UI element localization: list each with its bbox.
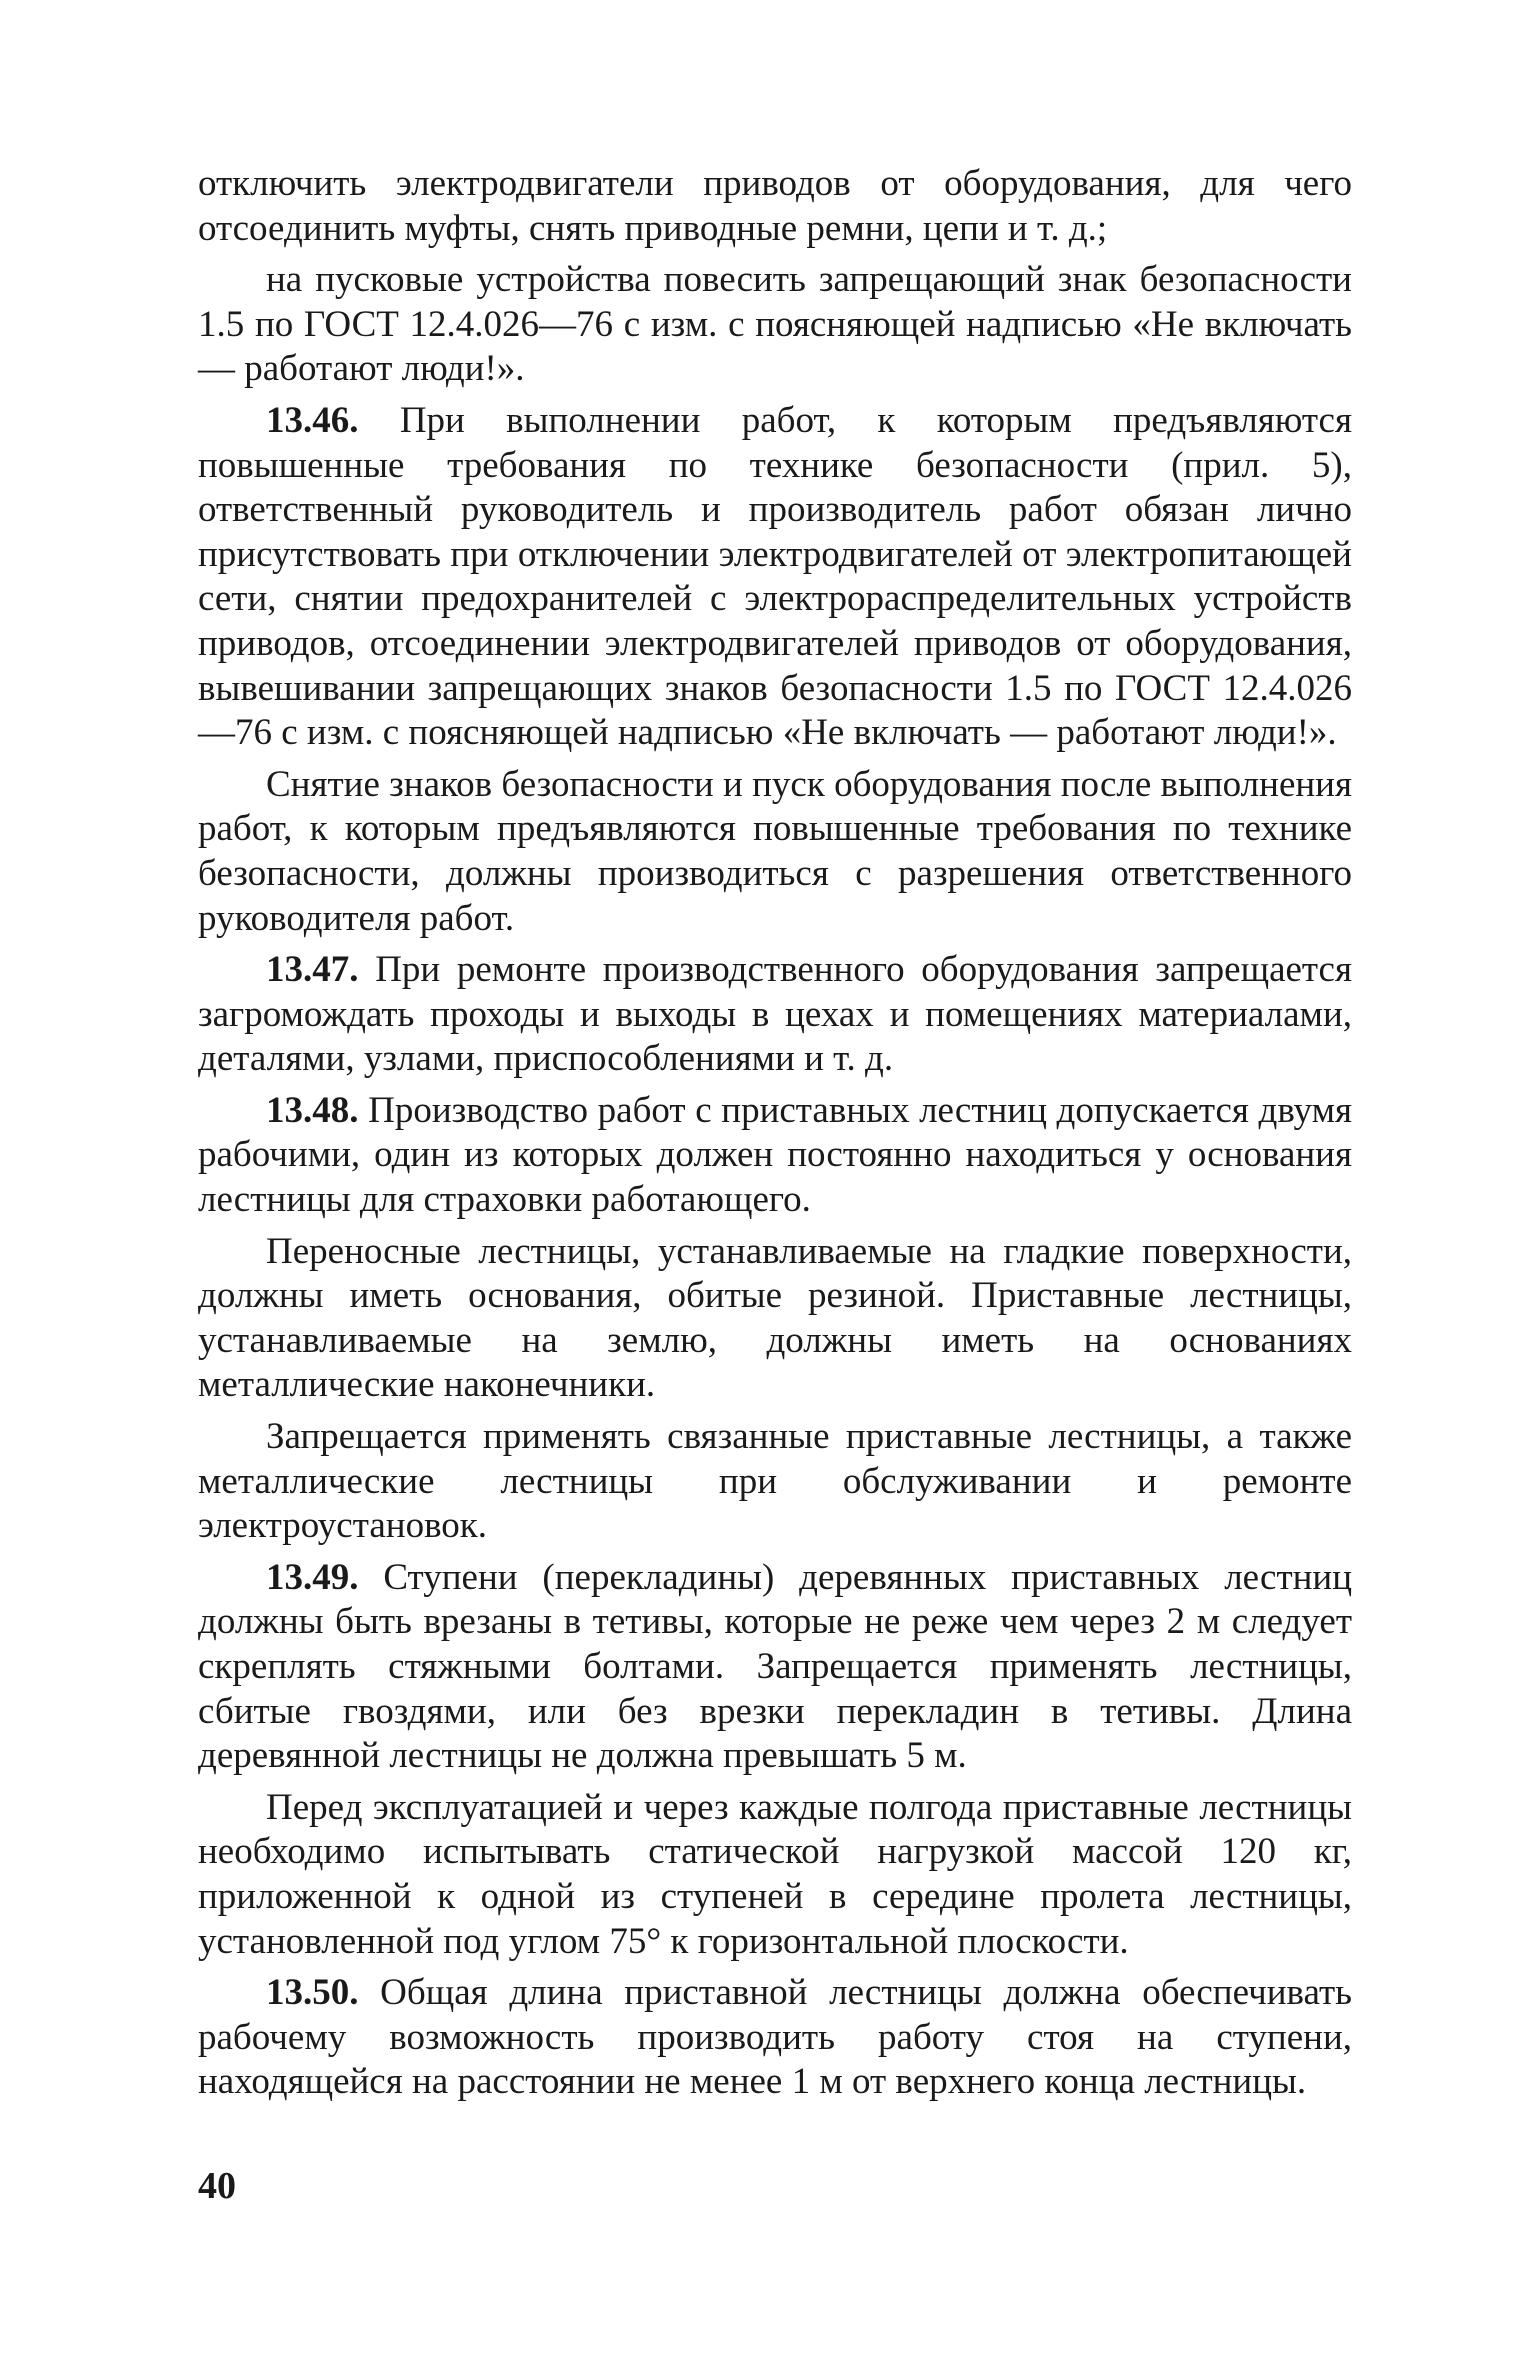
section-number: 13.46.	[266, 399, 359, 441]
paragraph-text: Запрещается применять связанные приставные лестницы, а также металлические лестницы при обслуживании и ремонте электроустановок.	[198, 1416, 1352, 1547]
paragraph	[198, 1786, 1352, 1964]
paragraph	[198, 1415, 1352, 1549]
section-number: 13.50.	[266, 1972, 359, 2014]
paragraph	[198, 1230, 1352, 1408]
paragraph-text: Ступени (перекладины) деревянных приставных лестниц должны быть врезаны в тетивы, которые не реже чем через 2 м следует скреплять стяжными болтами. Запрещается применять лестницы, сбитые гвоздями, или без врезки перекладин в тетивы. Длина деревянной лестницы не должна превышать 5 м.	[198, 1556, 1353, 1777]
paragraph-13-46	[198, 399, 1352, 756]
paragraph-text: Перед эксплуатацией и через каждые полгода приставные лестницы необходимо испытывать статической нагрузкой массой 120 кг, приложенной к одной из ступеней в середине пролета лестницы, установленной под углом 75° к горизонтальной плоскости.	[198, 1786, 1352, 1962]
paragraph-13-50	[198, 1971, 1352, 2105]
paragraph-continuation	[198, 162, 1352, 251]
section-number: 13.47.	[266, 949, 359, 991]
page-number: 40	[198, 2165, 236, 2207]
paragraph-text: При ремонте производственного оборудования запрещается загромождать проходы и выходы в цехах и помещениях материалами, деталями, узлами, приспособлениями и т. д.	[198, 949, 1352, 1080]
paragraph-text: Снятие знаков безопасности и пуск оборудования после выполнения работ, к которым предъявляются повышенные требования по технике безопасности, должны производиться с разрешения ответственного руководителя работ.	[198, 763, 1352, 939]
paragraph-text: Производство работ с приставных лестниц допускается двумя рабочими, один из которых должен постоянно находиться у основания лестницы для страховки работающего.	[198, 1089, 1352, 1221]
section-number: 13.49.	[266, 1556, 359, 1598]
paragraph	[198, 763, 1352, 941]
paragraph-text: При выполнении работ, к которым предъявляются повышенные требования по технике безопасности (прил. 5), ответственный руководитель и производитель работ обязан лично присутствовать при отключении электродвигателей от электропитающей сети, снятии предохранителей с электрораспределительных устройств приводов, отсоединении электродвигателей приводов от оборудования, вывешивании запрещающих знаков безопасности 1.5 по ГОСТ 12.4.026—76 с изм. с поясняющей надписью «Не включать — работают люди!».	[198, 399, 1352, 754]
paragraph	[198, 258, 1352, 392]
paragraph-text: отключить электродвигатели приводов от оборудования, для чего отсоединить муфты, снять приводные ремни, цепи и т. д.;	[198, 163, 1352, 249]
paragraph-text: Общая длина приставной лестницы должна обеспечивать рабочему возможность производить работу стоя на ступени, находящейся на расстоянии не менее 1 м от верхнего конца лестницы.	[198, 1972, 1353, 2103]
paragraph-text: Переносные лестницы, устанавливаемые на гладкие поверхности, должны иметь основания, обитые резиной. Приставные лестницы, устанавливаемые на землю, должны иметь на основаниях металлические наконечники.	[198, 1230, 1352, 1406]
paragraph-13-47	[198, 948, 1352, 1082]
paragraph-text: на пусковые устройства повесить запрещающий знак безопасности 1.5 по ГОСТ 12.4.026—76 с изм. с поясняющей надписью «Не включать — работают люди!».	[198, 259, 1352, 390]
body-text	[198, 162, 1352, 2112]
section-number: 13.48.	[266, 1089, 359, 1131]
paragraph-13-48	[198, 1089, 1352, 1223]
paragraph-13-49	[198, 1556, 1352, 1779]
